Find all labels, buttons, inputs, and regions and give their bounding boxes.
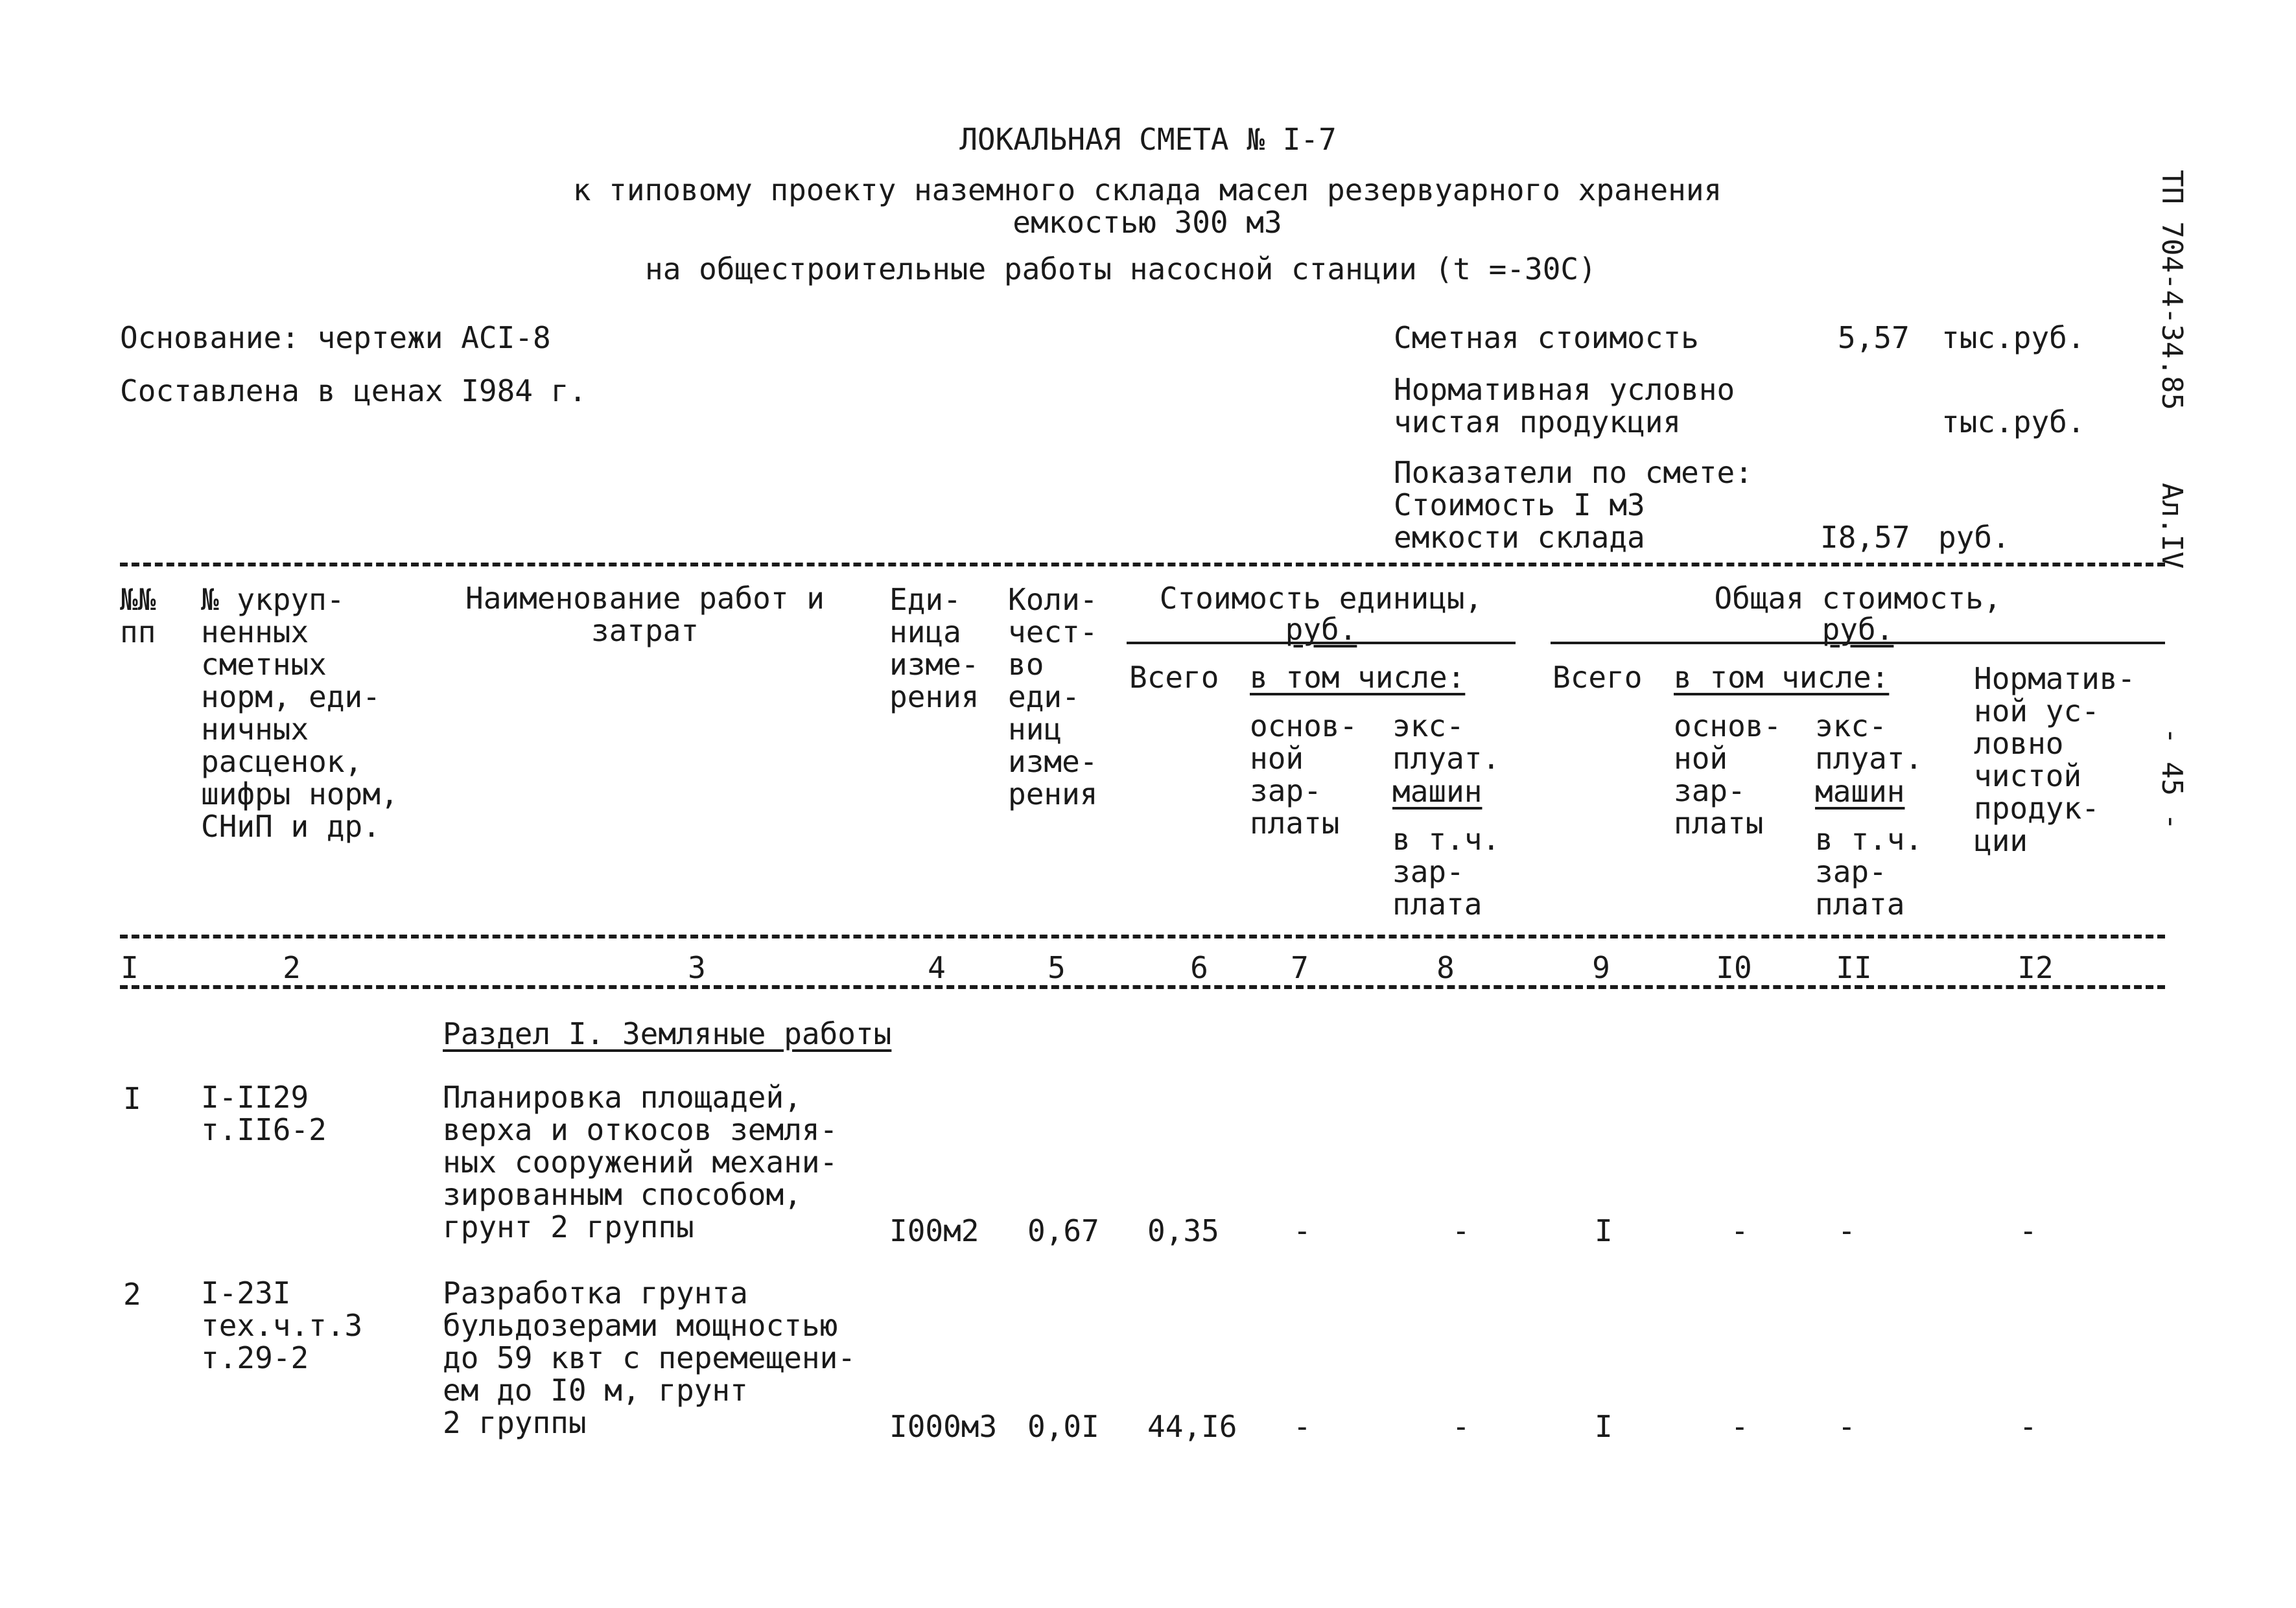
col-number-3: 3	[688, 950, 706, 985]
col-number-4: 4	[928, 950, 946, 985]
prices-text: Составлена в ценах I984 г.	[120, 373, 587, 408]
row-name: Разработка грунта бульдозерами мощностью до 59 квт с перемещени- ем до I0 м, грунт 2 группы	[443, 1276, 856, 1440]
col-number-12: I2	[2017, 950, 2054, 985]
header-col-name-2: затрат	[591, 613, 699, 648]
col-number-6: 6	[1190, 950, 1208, 985]
estimate-scope: на общестроительные работы насосной станции (t =-30С)	[645, 251, 1597, 286]
est-cost-value: 5,57	[1838, 320, 1910, 355]
header-total-incl-wage: в т.ч. зар- плата	[1815, 822, 1923, 922]
header-unit-machines-u: машин	[1392, 774, 1482, 809]
row-quantity: 0,0I	[1027, 1409, 1099, 1444]
header-unit-total: Всего	[1129, 660, 1219, 695]
header-total-wage: основ- ной зар- платы	[1674, 708, 1782, 841]
header-unit-cost-rub: руб.	[1285, 612, 1357, 647]
header-col-name-1: Наименование работ и	[465, 581, 825, 616]
header-bottom-rule	[120, 935, 2165, 938]
estimate-capacity: емкостью 300 м3	[1013, 205, 1282, 240]
album-number: Ал.IV	[2155, 483, 2188, 569]
norm-prod-unit: тыс.руб.	[1941, 404, 2085, 439]
header-col-quantity: Коли- чест- во еди- ниц изме- рения	[1008, 582, 1098, 811]
row-unit-wage: -	[1293, 1409, 1311, 1444]
row-code: I-II29 т.II6-2	[201, 1080, 327, 1147]
row-unit-total: 44,I6	[1147, 1409, 1237, 1444]
row-total: I	[1595, 1213, 1613, 1248]
header-total-incl: в том числе:	[1674, 660, 1890, 695]
row-unit: I000м3	[889, 1409, 998, 1444]
header-total-machines: экс- плуат.	[1815, 708, 1923, 776]
row-unit-machines: -	[1452, 1213, 1470, 1248]
col-number-9: 9	[1592, 950, 1610, 985]
section-title: Раздел I. Земляные работы	[443, 1016, 892, 1051]
header-unit-wage: основ- ной зар- платы	[1250, 708, 1358, 841]
colnum-bottom-rule	[120, 985, 2165, 989]
row-unit-wage: -	[1293, 1213, 1311, 1248]
row-quantity: 0,67	[1027, 1213, 1099, 1248]
row-unit-machines: -	[1452, 1409, 1470, 1444]
header-col-number: №№ пп	[120, 582, 156, 649]
header-unit-incl-wage: в т.ч. зар- плата	[1392, 822, 1501, 922]
row-total-machines: -	[1838, 1213, 1856, 1248]
header-total-cost: Общая стоимость,	[1714, 581, 2002, 616]
header-top-rule	[120, 563, 2165, 566]
row-total-machines: -	[1838, 1409, 1856, 1444]
basis-text: Основание: чертежи АСI-8	[120, 320, 551, 355]
header-total-total: Всего	[1552, 660, 1643, 695]
norm-prod-label-1: Нормативная условно	[1394, 372, 1735, 407]
est-cost-label: Сметная стоимость	[1394, 320, 1699, 355]
row-norm-prod: -	[2019, 1409, 2037, 1444]
header-total-machines-u: машин	[1815, 774, 1905, 809]
header-col-code: № укруп- ненных сметных норм, еди- ничных расценок, шифры норм, СНиП и др.	[201, 582, 399, 844]
col-number-1: I	[121, 950, 139, 985]
header-norm-prod: Норматив- ной ус- ловно чистой продук- ции	[1974, 661, 2136, 858]
header-unit-incl: в том числе:	[1250, 660, 1466, 695]
col-number-2: 2	[283, 950, 301, 985]
header-total-cost-rub: руб.	[1822, 612, 1894, 647]
col-number-11: II	[1836, 950, 1872, 985]
row-total-wage: -	[1731, 1213, 1749, 1248]
row-total: I	[1595, 1409, 1613, 1444]
cost-per-m3-label-2: емкости склада	[1394, 520, 1645, 555]
col-number-5: 5	[1048, 950, 1066, 985]
indicators-label: Показатели по смете:	[1394, 455, 1753, 490]
page-number: - 45 -	[2155, 727, 2188, 830]
norm-prod-label-2: чистая продукция	[1394, 404, 1681, 439]
row-norm-prod: -	[2019, 1213, 2037, 1248]
col-number-8: 8	[1436, 950, 1455, 985]
cost-per-m3-label-1: Стоимость I м3	[1394, 487, 1645, 522]
row-number: 2	[123, 1277, 141, 1312]
row-code: I-23I тех.ч.т.3 т.29-2	[201, 1276, 363, 1375]
header-col-unit: Еди- ница изме- рения	[889, 582, 979, 714]
cost-per-m3-unit: руб.	[1938, 520, 2010, 555]
cost-per-m3-value: I8,57	[1820, 520, 1910, 555]
col-number-7: 7	[1291, 950, 1309, 985]
header-unit-cost: Стоимость единицы,	[1159, 581, 1483, 616]
row-total-wage: -	[1731, 1409, 1749, 1444]
doc-code: ТП 704-4-34.85	[2155, 170, 2188, 410]
row-unit: I00м2	[889, 1213, 979, 1248]
estimate-title: ЛОКАЛЬНАЯ СМЕТА № I-7	[959, 122, 1337, 157]
col-number-10: I0	[1716, 950, 1752, 985]
est-cost-unit: тыс.руб.	[1941, 320, 2085, 355]
estimate-subtitle: к типовому проекту наземного склада масел резервуарного хранения	[572, 172, 1722, 207]
header-unit-machines: экс- плуат.	[1392, 708, 1501, 776]
row-name: Планировка площадей, верха и откосов земля- ных сооружений механи- зированным способом, грунт 2 группы	[443, 1080, 838, 1244]
row-number: I	[123, 1081, 141, 1116]
row-unit-total: 0,35	[1147, 1213, 1219, 1248]
